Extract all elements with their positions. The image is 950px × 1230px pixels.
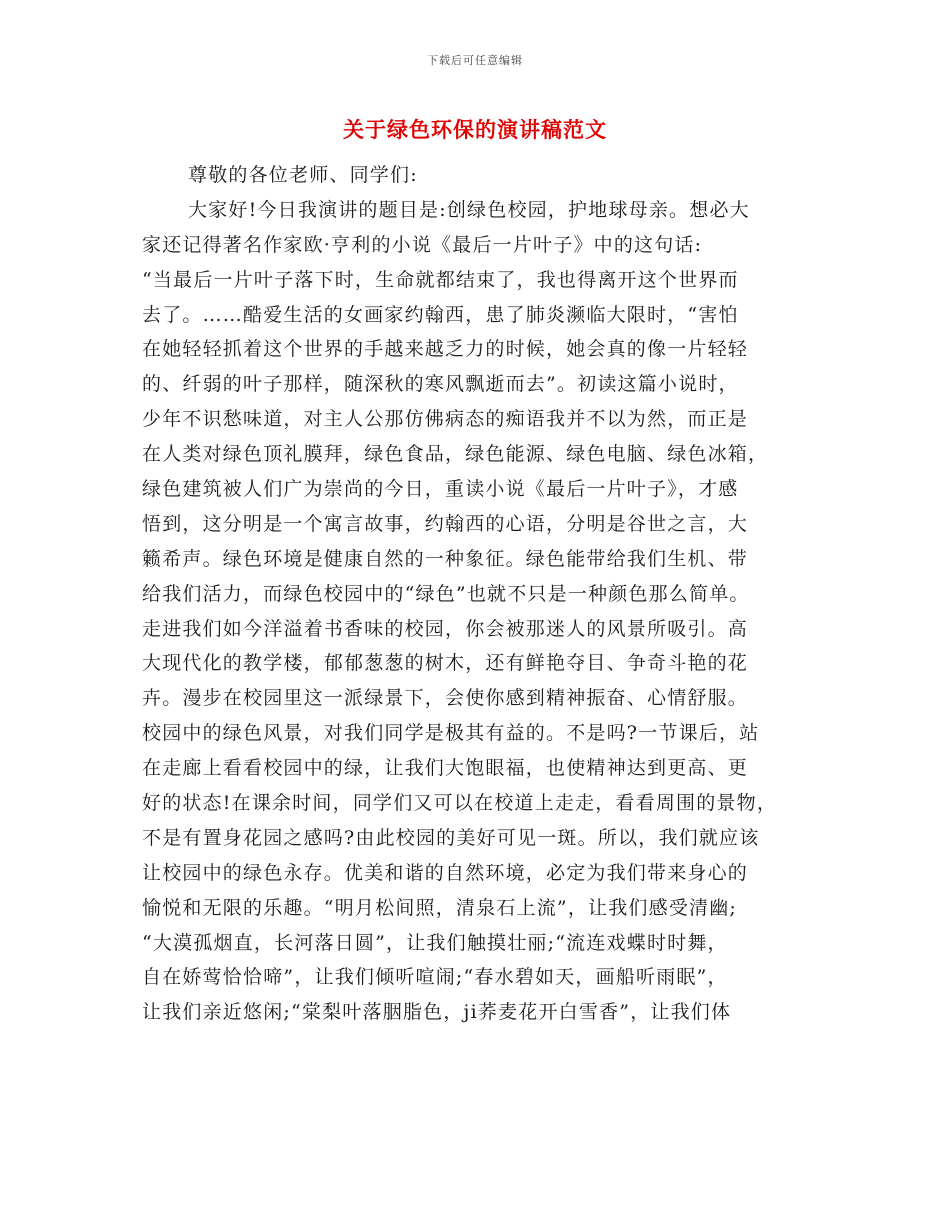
paragraph-line: 在人类对绿色顶礼膜拜，绿色食品，绿色能源、绿色电脑、绿色冰箱， [142,443,769,466]
body-text [142,158,822,1030]
paragraph-line: 绿色建筑被人们广为崇尚的今日，重读小说《最后一片叶子》，才感 [142,478,739,501]
paragraph-line: 不是有置身花园之感吗?由此校园的美好可见一斑。所以，我们就应该 [142,826,760,849]
paragraph-line: 让我们亲近悠闲;“棠梨叶落胭脂色，ji荞麦花开白雪香”，让我们体 [142,1001,732,1024]
paragraph-line: 愉悦和无限的乐趣。“明月松间照，清泉石上流”，让我们感受清幽; [142,896,738,919]
paragraph-line: 家还记得著名作家欧·亨利的小说《最后一片叶子》中的这句话: [142,233,703,256]
paragraph-line: 在走廊上看看校园中的绿，让我们大饱眼福，也使精神达到更高、更 [142,757,749,780]
paragraph-line: 给我们活力，而绿色校园中的“绿色”也就不只是一种颜色那么简单。 [142,582,750,605]
paragraph-line: 大家好!今日我演讲的题目是:创绿色校园，护地球母亲。想必大 [188,198,750,221]
paragraph-line: 的、纤弱的叶子那样，随深秋的寒风飘逝而去”。初读这篇小说时， [142,373,739,396]
header-note: 下载后可任意编辑 [427,54,523,67]
paragraph-line: 大现代化的教学楼，郁郁葱葱的树木，还有鲜艳夺目、争奇斗艳的花 [142,652,749,675]
paragraph-line: 悟到，这分明是一个寓言故事，约翰西的心语，分明是谷世之言，大 [142,512,749,535]
paragraph-line: “当最后一片叶子落下时，生命就都结束了，我也得离开这个世界而 [142,268,739,291]
paragraph-line: 少年不识愁味道，对主人公那仿佛病态的痴语我并不以为然，而正是 [142,408,749,431]
salutation-line: 尊敬的各位老师、同学们: [188,164,418,186]
paragraph-line: “大漠孤烟直，长河落日圆”，让我们触摸壮丽;“流连戏蝶时时舞， [142,931,728,954]
paragraph-line: 去了。……酷爱生活的女画家约翰西，患了肺炎濒临大限时，“害怕 [142,303,739,326]
paragraph-line: 让校园中的绿色永存。优美和谐的自然环境，必定为我们带来身心的 [142,861,749,884]
paragraph-line: 校园中的绿色风景，对我们同学是极其有益的。不是吗?一节课后，站 [142,722,760,745]
paragraph-line: 籁希声。绿色环境是健康自然的一种象征。绿色能带给我们生机、带 [142,547,749,570]
paragraph-line: 走进我们如今洋溢着书香味的校园，你会被那迷人的风景所吸引。高 [142,617,749,640]
document-title: 关于绿色环保的演讲稿范文 [343,118,607,142]
paragraph-line: 在她轻轻抓着这个世界的手越来越乏力的时候，她会真的像一片轻轻 [142,338,749,361]
paragraph-line: 卉。漫步在校园里这一派绿景下，会使你感到精神振奋、心情舒服。 [142,687,749,710]
paragraph-line: 好的状态!在课余时间，同学们又可以在校道上走走，看看周围的景物， [142,792,778,815]
paragraph-line: 自在娇莺恰恰啼”，让我们倾听喧闹;“春水碧如天，画船听雨眠”， [142,966,728,989]
